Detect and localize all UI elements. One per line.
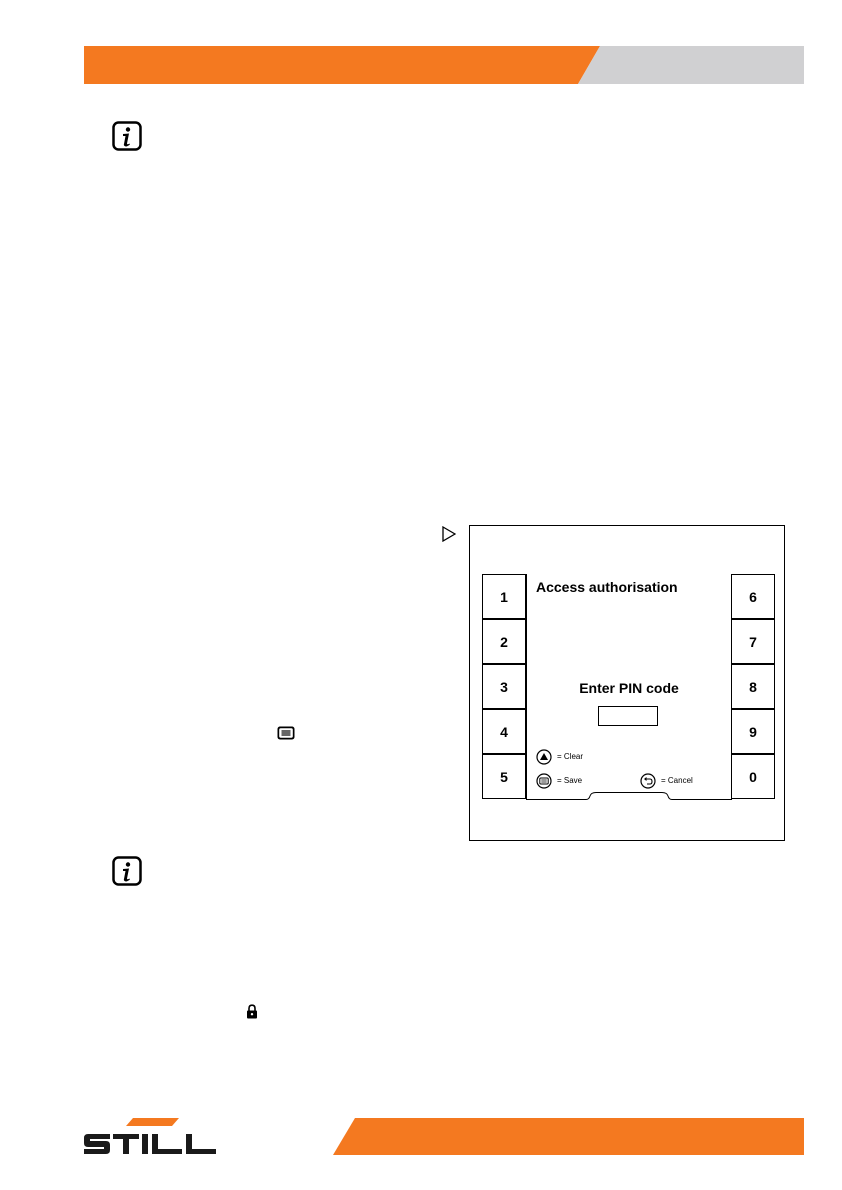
key-0[interactable]: 0 — [731, 754, 775, 799]
key-4[interactable]: 4 — [482, 709, 526, 754]
pin-input-field[interactable] — [598, 706, 658, 726]
key-6[interactable]: 6 — [731, 574, 775, 619]
legend-save: = Save — [557, 776, 583, 785]
key-5[interactable]: 5 — [482, 754, 526, 799]
header-band-grey — [578, 46, 804, 84]
legend-clear: = Clear — [557, 752, 584, 761]
play-triangle-icon — [442, 526, 456, 542]
header-band-orange — [84, 46, 600, 84]
screen-title: Access authorisation — [536, 579, 678, 595]
key-7[interactable]: 7 — [731, 619, 775, 664]
display-figure — [469, 525, 785, 841]
up-arrow-button-icon — [536, 749, 552, 765]
key-3[interactable]: 3 — [482, 664, 526, 709]
key-1[interactable]: 1 — [482, 574, 526, 619]
footer-band — [333, 1118, 804, 1155]
key-9[interactable]: 9 — [731, 709, 775, 754]
still-logo — [84, 1118, 216, 1156]
pin-prompt: Enter PIN code — [579, 680, 679, 696]
info-icon — [112, 856, 142, 886]
still-logo-swoosh — [126, 1118, 179, 1126]
padlock-icon — [246, 1004, 258, 1019]
legend-cancel: = Cancel — [661, 776, 693, 785]
info-icon — [112, 121, 142, 151]
key-2[interactable]: 2 — [482, 619, 526, 664]
menu-button-icon — [536, 773, 552, 789]
key-8[interactable]: 8 — [731, 664, 775, 709]
back-button-icon — [640, 773, 656, 789]
menu-key-icon — [277, 726, 295, 740]
header-band — [84, 46, 804, 84]
